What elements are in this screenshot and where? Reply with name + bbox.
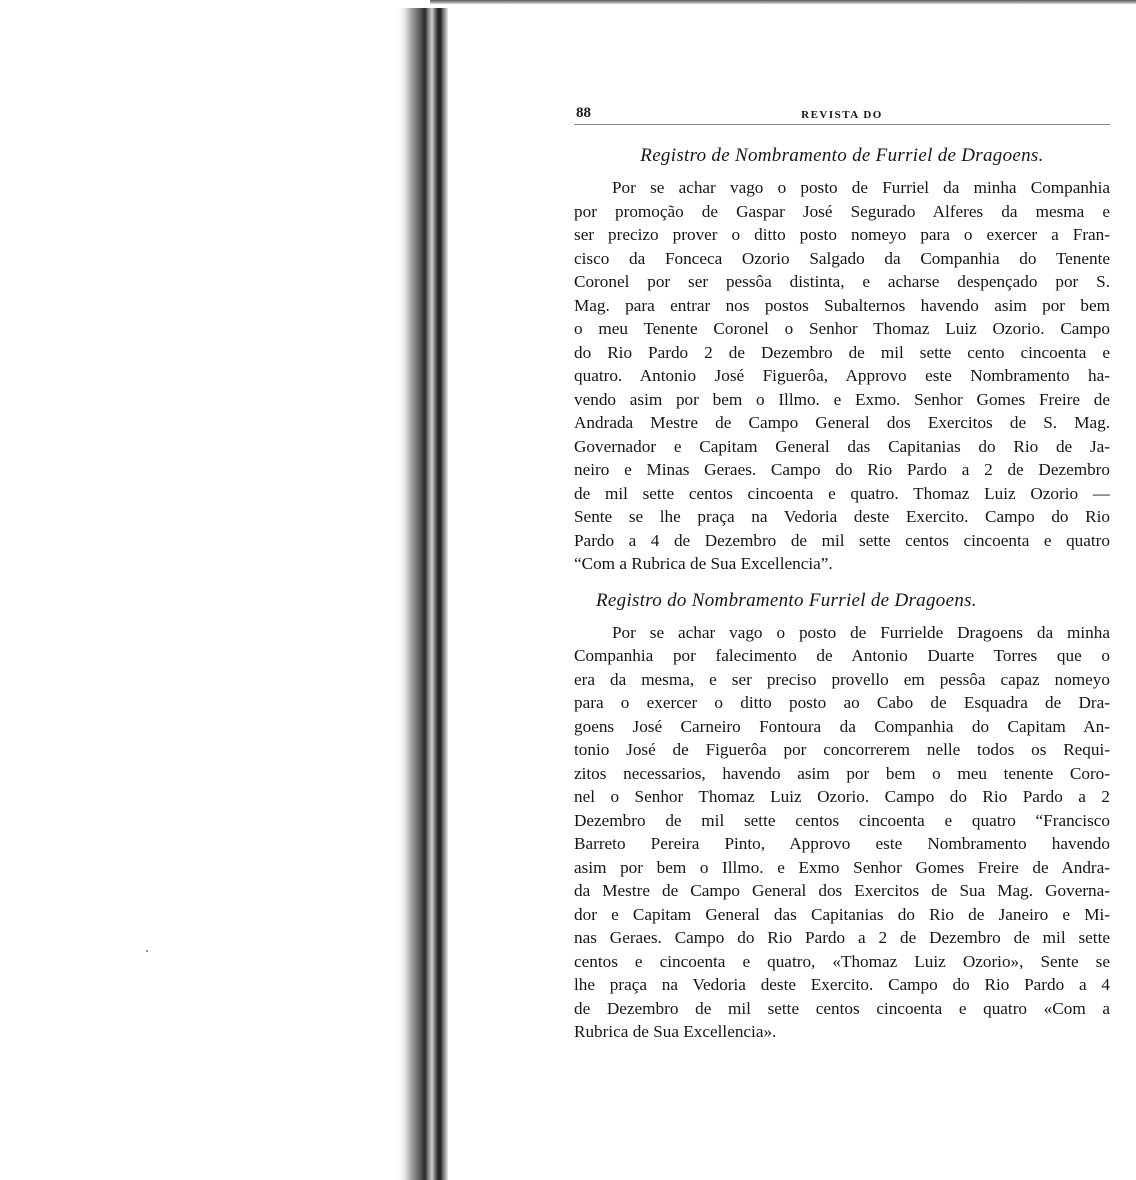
section-heading: Registro de Nombramento de Furriel de Dragoens. [640,145,1044,166]
text-line: Sente se lhe praça na Vedoria deste Exercito. Campo do Rio [574,507,1110,526]
text-line: zitos necessarios, havendo asim por bem o meu tenente Coro- [574,763,1110,783]
text-line: Coronel por ser pessôa distinta, e acharse despençado por S. [574,272,1110,291]
text-line: Rubrica de Sua Excellencia». [574,1022,777,1041]
text-line: lhe praça na Vedoria deste Exercito. Campo do Rio Pardo a 4 [574,975,1110,994]
section-body [574,176,1110,576]
text-line: neiro e Minas Geraes. Campo do Rio Pardo a 2 de Dezembro [574,460,1110,479]
section-1 [574,145,1110,576]
page-number: 88 [576,105,591,121]
text-line: ser precizo prover o ditto posto nomeyo para o exercer a Fran- [574,225,1110,244]
dust-speck [146,950,148,952]
text-line: do Rio Pardo 2 de Dezembro de mil sette cento cincoenta e [574,342,1110,362]
text-line: Andrada Mestre de Campo General dos Exercitos de S. Mag. [574,413,1110,432]
text-line: Companhia por falecimento de Antonio Duarte Torres que o [574,646,1110,665]
text-line: para o exercer o ditto posto ao Cabo de Esquadra de Dra- [574,693,1110,712]
text-line: Por se achar vago o posto de Furrielde Dragoens da minha [612,622,1110,642]
section-2 [574,590,1110,1044]
book-spine-shadow [398,8,448,1180]
text-line: por promoção de Gaspar José Segurado Alferes da mesma e [574,201,1110,221]
text-line: quatro. Antonio José Figuerôa, Approvo este Nombramento ha- [574,366,1110,385]
section-heading: Registro do Nombramento Furriel de Dragoens. [596,589,977,611]
text-line: Mag. para entrar nos postos Subalternos havendo asim por bem [574,295,1110,315]
text-line: o meu Tenente Coronel o Senhor Thomaz Luiz Ozorio. Campo [574,319,1110,338]
text-line: dor e Capitam General das Capitanias do Rio de Janeiro e Mi- [574,904,1110,924]
text-line: Barreto Pereira Pinto, Approvo este Nombramento havendo [574,834,1110,853]
text-line: goens José Carneiro Fontoura da Companhia do Capitam An- [574,716,1110,736]
text-line: Por se achar vago o posto de Furriel da minha Companhia [612,178,1110,197]
text-line: Dezembro de mil sette centos cincoenta e quatro “Francisco [574,810,1110,830]
text-line: Governador e Capitam General das Capitanias do Rio de Ja- [574,436,1110,456]
text-line: asim por bem o Illmo. e Exmo Senhor Gomes Freire de Andra- [574,857,1110,877]
text-line: nas Geraes. Campo do Rio Pardo a 2 de Dezembro de mil sette [574,928,1110,947]
page-top-edge [430,0,1136,4]
text-line: vendo asim por bem o Illmo. e Exmo. Senhor Gomes Freire de [574,389,1110,409]
text-line: tonio José de Figuerôa por concorrerem nelle todos os Requi- [574,740,1110,759]
text-line: centos e cincoenta e quatro, «Thomaz Luiz Ozorio», Sente se [574,951,1110,971]
text-line: cisco da Fonceca Ozorio Salgado da Companhia do Tenente [574,248,1110,268]
text-line: nel o Senhor Thomaz Luiz Ozorio. Campo do Rio Pardo a 2 [574,787,1110,806]
running-title: REVISTA DO [801,109,883,121]
running-head [574,100,1110,125]
text-line: da Mestre de Campo General dos Exercitos de Sua Mag. Governa- [574,881,1110,900]
text-line: de Dezembro de mil sette centos cincoenta e quatro «Com a [574,998,1110,1018]
text-line: era da mesma, e ser preciso provello em pessôa capaz nomeyo [574,669,1110,689]
text-line: de mil sette centos cincoenta e quatro. Thomaz Luiz Ozorio — [574,483,1110,503]
section-body [574,621,1110,1044]
text-line: Pardo a 4 de Dezembro de mil sette centos cincoenta e quatro [574,530,1110,550]
page-content [574,100,1110,1044]
text-line: “Com a Rubrica de Sua Excellencia”. [574,554,833,573]
